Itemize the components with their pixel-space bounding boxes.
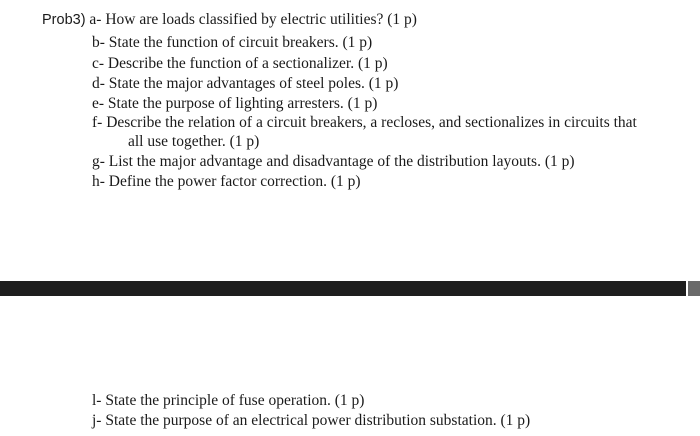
question-a-line — [42, 11, 417, 29]
question-f: f- Describe the relation of a circuit breakers, a recloses, and sectionalizes in circuits that — [92, 114, 637, 131]
question-c: c- Describe the function of a sectionalizer. (1 p) — [92, 55, 388, 72]
question-a: a- How are loads classified by electric utilities? (1 p) — [89, 11, 417, 28]
question-j: j- State the purpose of an electrical power distribution substation. (1 p) — [92, 412, 531, 429]
page-divider-bar — [0, 281, 686, 296]
page-divider-bar-end — [688, 281, 700, 296]
question-e: e- State the purpose of lighting arresters. (1 p) — [92, 95, 378, 112]
question-h: h- Define the power factor correction. (1 p) — [92, 173, 361, 190]
question-b: b- State the function of circuit breakers. (1 p) — [92, 34, 373, 51]
question-f-continuation: all use together. (1 p) — [128, 133, 260, 150]
question-l: l- State the principle of fuse operation. (1 p) — [92, 392, 365, 409]
question-g: g- List the major advantage and disadvantage of the distribution layouts. (1 p) — [92, 153, 575, 170]
problem-label: Prob3) — [42, 12, 86, 28]
question-d: d- State the major advantages of steel poles. (1 p) — [92, 75, 399, 92]
